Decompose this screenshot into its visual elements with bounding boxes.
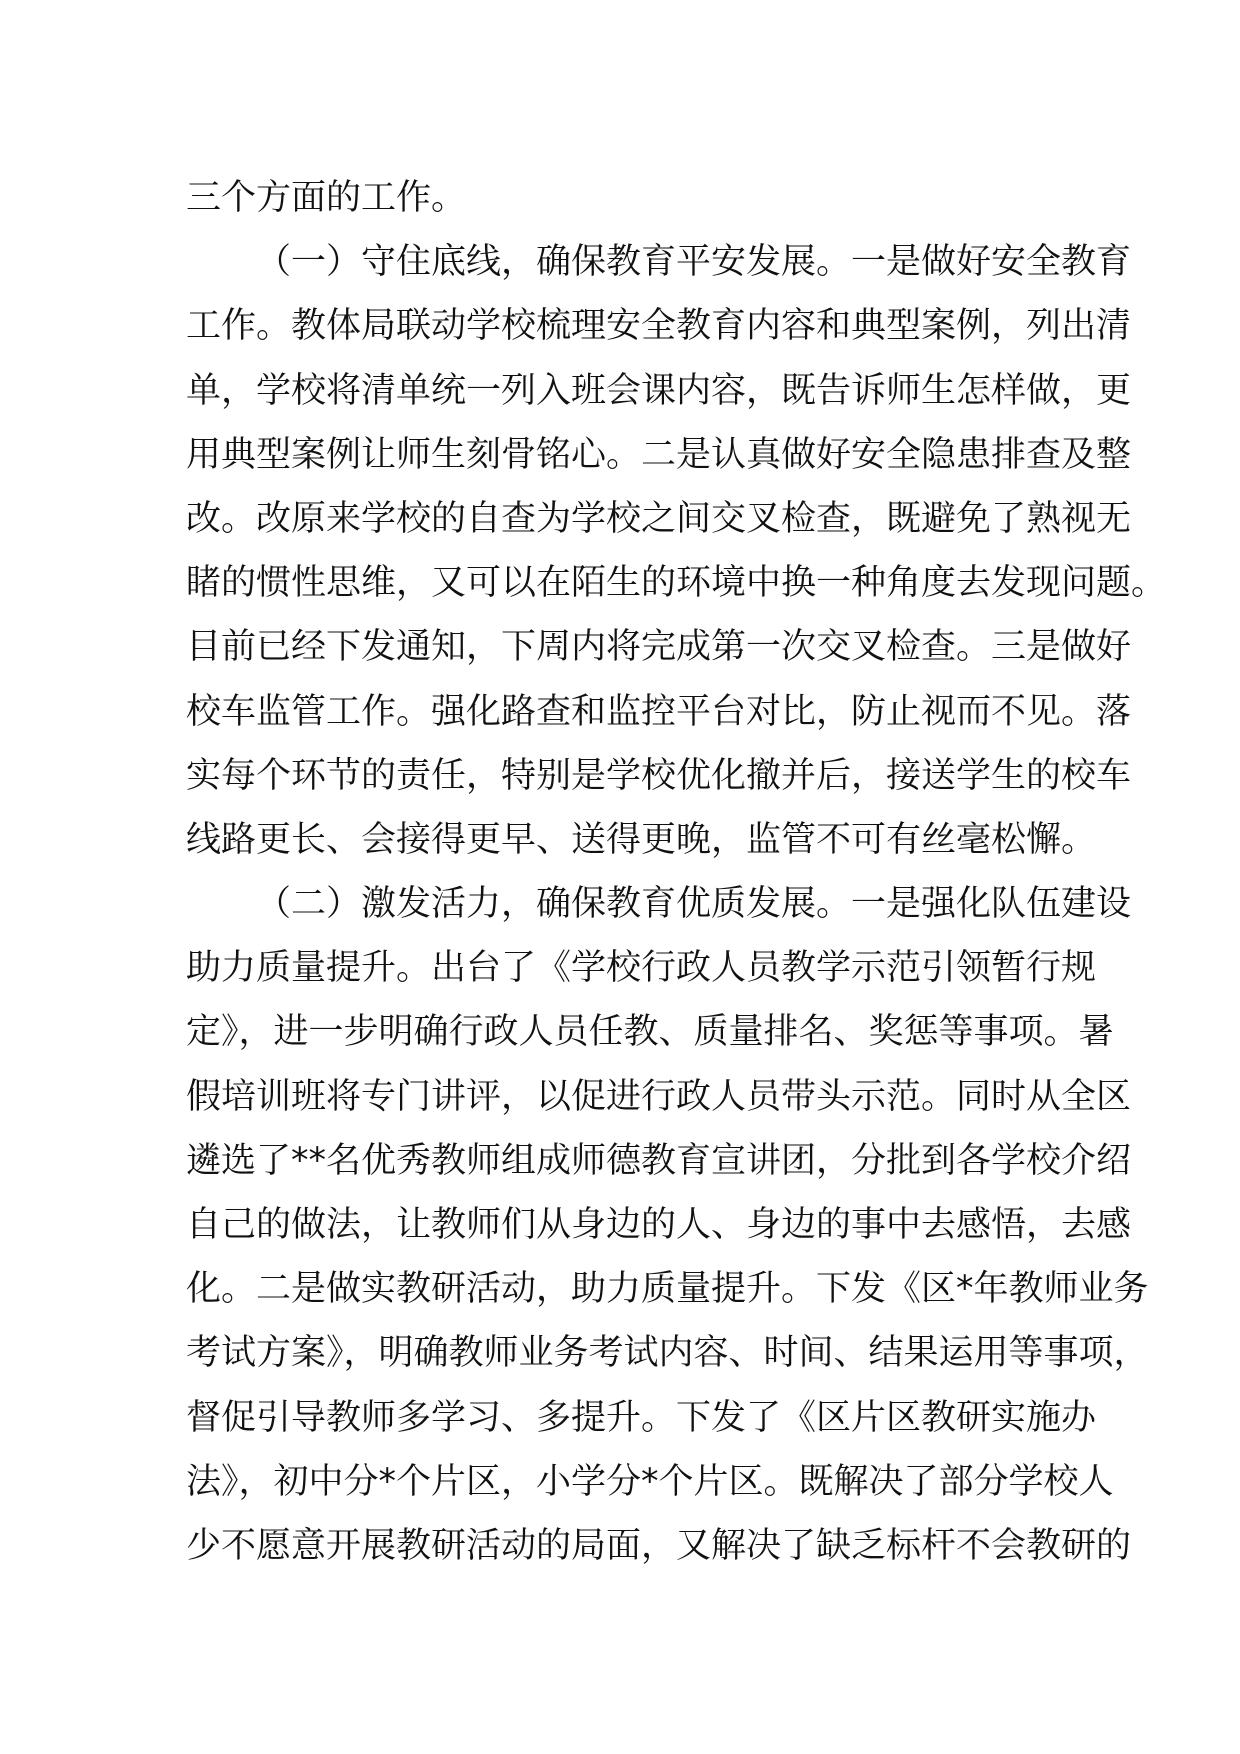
text-line: 督促引导教师多学习、多提升。下发了《区片区教研实施办 <box>186 1397 1097 1438</box>
text-line: 校车监管工作。强化路查和监控平台对比，防止视而不见。落 <box>186 691 1132 732</box>
section-heading-line: （一）守住底线，确保教育平安发展。一是做好安全教育 <box>256 242 1132 283</box>
text-line: 假培训班将专门讲评，以促进行政人员带头示范。同时从全区 <box>186 1076 1132 1117</box>
text-line: 改。改原来学校的自查为学校之间交叉检查，既避免了熟视无 <box>186 498 1132 539</box>
text-line: 定》，进一步明确行政人员任教、质量排名、奖惩等事项。暑 <box>186 1012 1114 1053</box>
text-line: 自己的做法，让教师们从身边的人、身边的事中去感悟，去感 <box>186 1205 1132 1245</box>
text-line: 法》，初中分*个片区，小学分*个片区。既解决了部分学校人 <box>186 1461 1114 1502</box>
text-line: 用典型案例让师生刻骨铭心。二是认真做好安全隐患排查及整 <box>186 434 1132 475</box>
section-heading-line: （二）激发活力，确保教育优质发展。一是强化队伍建设 <box>256 884 1132 925</box>
text-line: 化。二是做实教研活动，助力质量提升。下发《区*年教师业务 <box>186 1269 1149 1310</box>
text-line: 目前已经下发通知，下周内将完成第一次交叉检查。三是做好 <box>186 627 1132 668</box>
text-line: 线路更长、会接得更早、送得更晚，监管不可有丝毫松懈。 <box>186 819 1097 860</box>
text-line: 助力质量提升。出台了《学校行政人员教学示范引领暂行规 <box>186 948 1097 989</box>
text-line: 工作。教体局联动学校梳理安全教育内容和典型案例，列出清 <box>186 306 1132 347</box>
text-line: 遴选了**名优秀教师组成师德教育宣讲团，分批到各学校介绍 <box>186 1140 1132 1181</box>
text-line: 单，学校将清单统一列入班会课内容，既告诉师生怎样做，更 <box>186 370 1132 411</box>
text-line: 少不愿意开展教研活动的局面，又解决了缺乏标杆不会教研的 <box>186 1525 1132 1566</box>
text-line: 睹的惯性思维，又可以在陌生的环境中换一种角度去发现问题。 <box>186 563 1167 604</box>
text-line: 实每个环节的责任，特别是学校优化撤并后，接送学生的校车 <box>186 755 1132 796</box>
text-line: 三个方面的工作。 <box>186 178 467 218</box>
text-line: 考试方案》，明确教师业务考试内容、时间、结果运用等事项， <box>186 1333 1149 1374</box>
body-text <box>186 166 1167 1578</box>
